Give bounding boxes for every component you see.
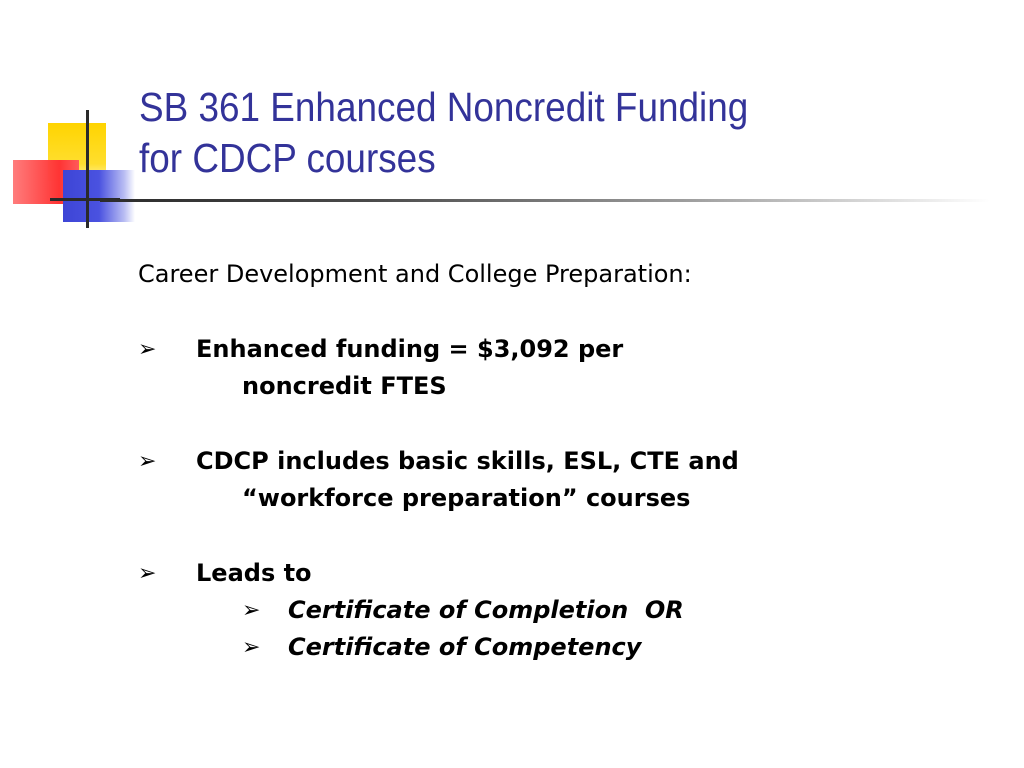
bullet-text-line-2: noncredit FTES [242, 372, 447, 400]
slide-title-line-1: SB 361 Enhanced Noncredit Funding [139, 84, 749, 130]
slide-body [138, 256, 978, 666]
sub-bullet-certificate-completion [138, 592, 978, 629]
bullet-text: Leads to [196, 559, 312, 587]
title-rule [100, 199, 990, 202]
bullet-leads-to [138, 555, 978, 592]
arrow-bullet-icon: ➢ [242, 635, 261, 660]
slide-title [139, 82, 748, 184]
arrow-bullet-icon: ➢ [138, 449, 157, 474]
arrow-bullet-icon: ➢ [242, 598, 261, 623]
arrow-bullet-icon: ➢ [138, 337, 157, 362]
slide-title-line-2: for CDCP courses [139, 135, 436, 181]
sub-bullet-text: Certificate of Completion OR [288, 596, 684, 624]
bullet-text-line-1: CDCP includes basic skills, ESL, CTE and [196, 447, 739, 475]
logo-vertical-line [86, 110, 89, 228]
bullet-text-line-2: “workforce preparation” courses [242, 484, 691, 512]
bullet-enhanced-funding [138, 331, 978, 405]
sub-bullet-text: Certificate of Competency [288, 633, 642, 661]
sub-bullet-certificate-competency [138, 629, 978, 666]
bullet-cdcp-includes [138, 443, 978, 517]
intro-text: Career Development and College Preparation: [138, 260, 692, 288]
bullet-text-line-1: Enhanced funding = $3,092 per [196, 335, 624, 363]
arrow-bullet-icon: ➢ [138, 561, 157, 586]
logo-blue-square [63, 170, 135, 222]
